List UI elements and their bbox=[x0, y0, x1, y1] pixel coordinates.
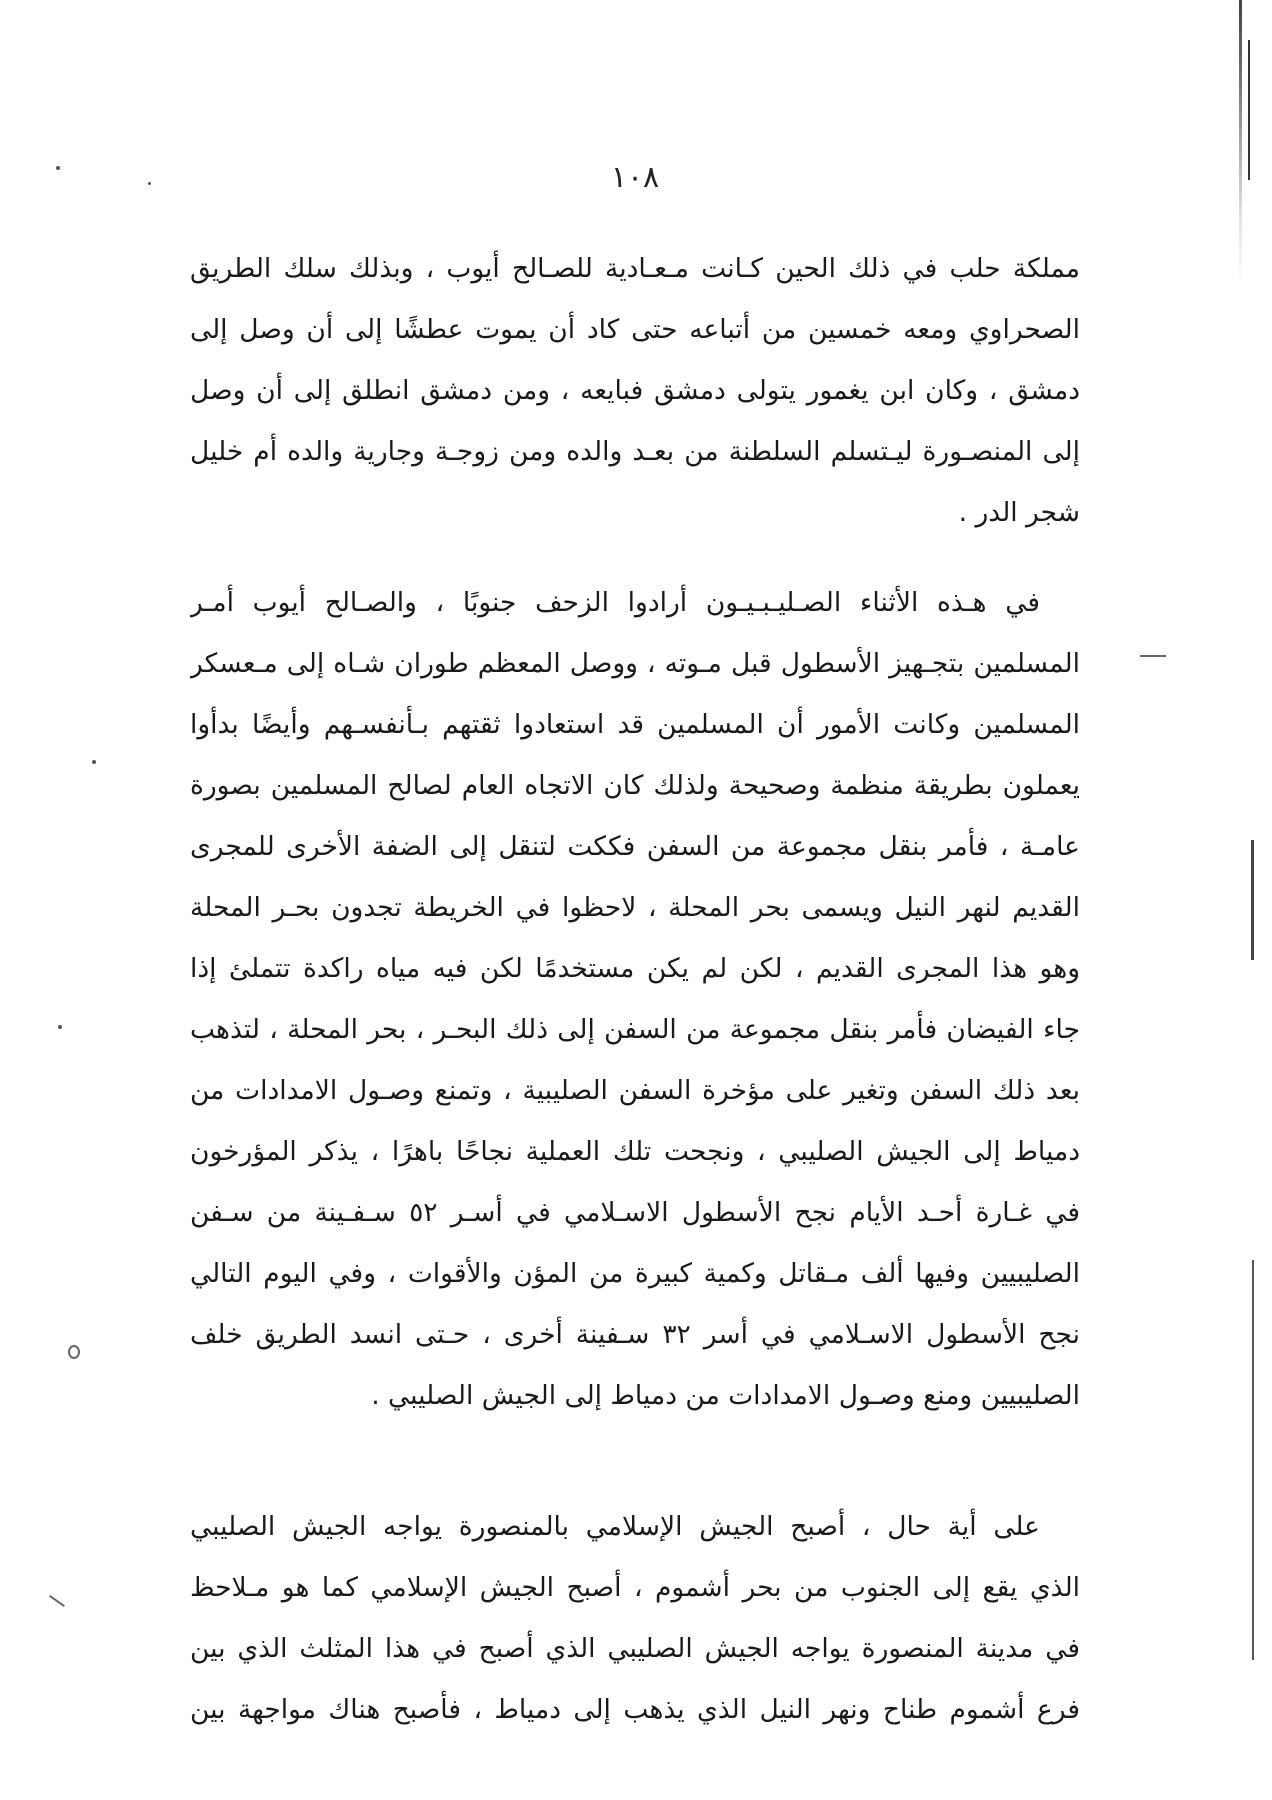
paragraph bbox=[190, 238, 1080, 543]
text-line: جاء الفيضان فأمر بنقل مجموعة من السفن إلى ذلك البحـر ، بحر المحلة ، لتذهب bbox=[190, 1014, 1080, 1045]
scan-speck bbox=[92, 760, 96, 764]
text-line: دمياط إلى الجيش الصليبي ، ونجحت تلك العملية نجاحًا باهرًا ، يذكر المؤرخون bbox=[190, 1136, 1080, 1167]
scan-mark bbox=[1140, 655, 1166, 657]
scan-speck bbox=[58, 1025, 62, 1029]
text-line: الصليبيين وفيها ألف مـقاتل وكمية كبيرة من المؤن والأقوات ، وفي اليوم التالي bbox=[190, 1258, 1080, 1289]
text-line: دمشق ، وكان ابن يغمور يتولى دمشق فبايعه ، ومن دمشق انطلق إلى أن وصل bbox=[190, 375, 1080, 406]
page-number: ١٠٨ bbox=[610, 160, 660, 195]
scan-speck bbox=[68, 1345, 80, 1359]
text-line: المسلمين وكانت الأمور أن المسلمين قد استعادوا ثقتهم بـأنفسـهم وأيضًا بدأوا bbox=[190, 709, 1080, 740]
scan-mark bbox=[49, 1595, 65, 1607]
scan-binding-shadow bbox=[1239, 0, 1242, 1800]
text-line: الصحراوي ومعه خمسين من أتباعه حتى كاد أن يموت عطشًا إلى أن وصل إلى bbox=[190, 314, 1080, 345]
text-line: في هـذه الأثناء الصـليـبـيـون أرادوا الزحف جنوبًا ، والصـالح أيوب أمـر bbox=[190, 587, 1040, 618]
text-line: المسلمين بتجـهيز الأسطول قبل مـوته ، ووصل المعظم طوران شـاه إلى مـعسكر bbox=[190, 648, 1080, 679]
text-line: في مدينة المنصورة يواجه الجيش الصليبي الذي أصبح في هذا المثلث الذي بين bbox=[190, 1633, 1080, 1664]
text-line: على أية حال ، أصبح الجيش الإسلامي بالمنصورة يواجه الجيش الصليبي bbox=[190, 1511, 1040, 1542]
paragraph bbox=[190, 1496, 1080, 1740]
text-line: إلى المنصـورة ليـتسلم السلطنة من بعـد والده ومن زوجـة وجارية والده أم خليل bbox=[190, 436, 1080, 467]
text-line: فرع أشموم طناح ونهر النيل الذي يذهب إلى دمياط ، فأصبح هناك مواجهة بين bbox=[190, 1694, 1080, 1725]
paragraph bbox=[190, 572, 1080, 1426]
text-line: نجح الأسطول الاسـلامي في أسر ٣٢ سـفينة أخرى ، حـتى انسد الطريق خلف bbox=[190, 1319, 1080, 1350]
text-line: بعد ذلك السفن وتغير على مؤخرة السفن الصليبية ، وتمنع وصـول الامدادات من bbox=[190, 1075, 1080, 1106]
text-line: عامـة ، فأمر بنقل مجموعة من السفن فككت لتنقل إلى الضفة الأخرى للمجرى bbox=[190, 831, 1080, 862]
scan-binding-mark bbox=[1252, 1260, 1254, 1660]
text-line: مملكة حلب في ذلك الحين كـانت مـعـادية للصـالح أيوب ، وبذلك سلك الطريق bbox=[190, 253, 1080, 284]
text-line: الذي يقع إلى الجنوب من بحر أشموم ، أصبح الجيش الإسلامي كما هو مـلاحظ bbox=[190, 1572, 1080, 1603]
scan-binding-mark bbox=[1251, 840, 1254, 960]
scan-speck bbox=[148, 182, 151, 185]
text-line: في غـارة أحـد الأيام نجح الأسطول الاسـلامي في أسـر ٥٢ سـفـينة من سـفن bbox=[190, 1197, 1080, 1228]
text-line: وهو هذا المجرى القديم ، لكن لم يكن مستخدمًا لكن فيه مياه راكدة تتملئ إذا bbox=[190, 953, 1080, 984]
text-line: يعملون بطريقة منظمة وصحيحة ولذلك كان الاتجاه العام لصالح المسلمين بصورة bbox=[190, 770, 1080, 801]
text-line: شجر الدر . bbox=[958, 497, 1080, 528]
text-line: القديم لنهر النيل ويسمى بحر المحلة ، لاحظوا في الخريطة تجدون بحـر المحلة bbox=[190, 892, 1080, 923]
scan-speck bbox=[56, 166, 60, 170]
text-line: الصليبيين ومنع وصـول الامدادات من دمياط إلى الجيش الصليبي . bbox=[371, 1380, 1080, 1411]
scan-binding-mark bbox=[1248, 40, 1250, 180]
